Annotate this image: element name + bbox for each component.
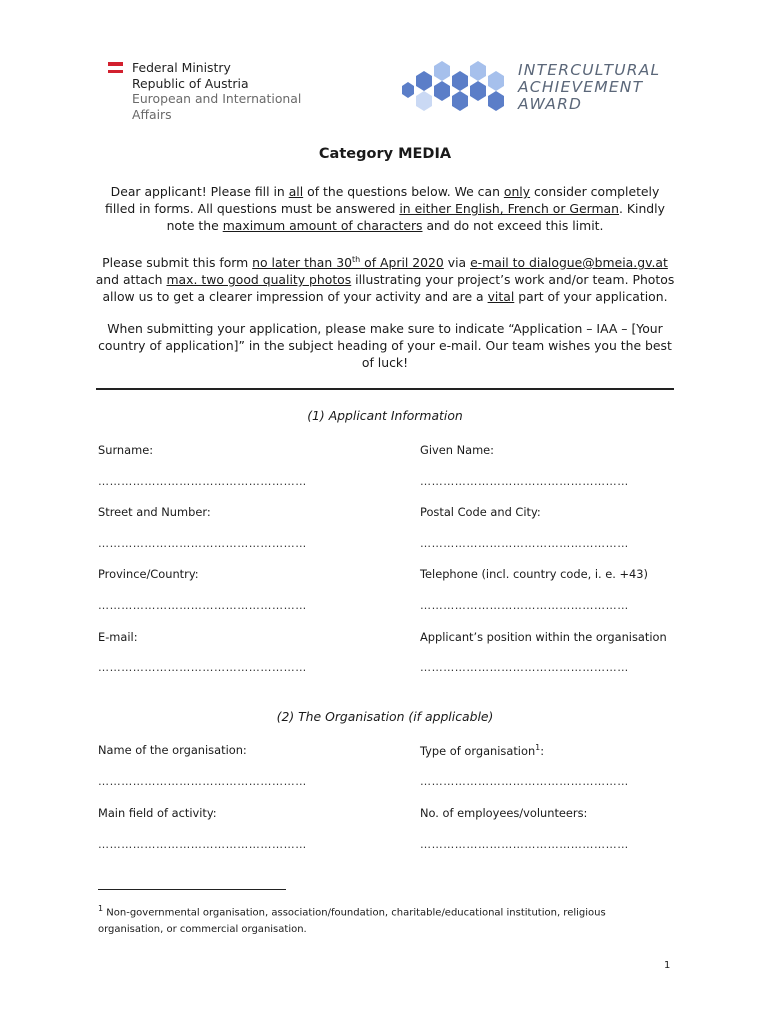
field-label-given-name: Given Name: [420, 443, 495, 457]
field-label-telephone: Telephone (incl. country code, i. e. +43) [420, 567, 648, 581]
activity-field[interactable]: ……………………………………………… [98, 838, 307, 851]
section-heading-organisation: (2) The Organisation (if applicable) [276, 709, 494, 724]
org-type-field[interactable]: ……………………………………………… [420, 775, 629, 788]
award-line-3: AWARD [518, 95, 583, 113]
field-label-surname: Surname: [98, 443, 154, 457]
footnote-divider [98, 889, 286, 890]
telephone-field[interactable]: ……………………………………………… [420, 599, 629, 612]
ministry-line-3: European and International [132, 91, 302, 106]
ministry-line-4: Affairs [132, 106, 172, 122]
position-field[interactable]: ……………………………………………… [420, 661, 629, 674]
footnote: $^1$ Non-governmental organisation, association/foundation, charitable/educational institution, religious organisation, or commercial organisation. [98, 904, 606, 936]
section-divider [96, 388, 674, 390]
field-label-activity: Main field of activity: [98, 806, 217, 820]
field-label-postal: Postal Code and City: [420, 505, 541, 519]
page-number: 1 [664, 960, 671, 971]
hexagon-cluster-icon [400, 58, 520, 118]
award-line-2: ACHIEVEMENT [518, 78, 644, 96]
email-link[interactable]: e-mail to dialogue@bmeia.gv.at [470, 255, 668, 271]
province-field[interactable]: ……………………………………………… [98, 599, 307, 612]
field-label-employees: No. of employees/volunteers: [420, 806, 588, 820]
field-label-position: Applicant’s position within the organisation [420, 630, 667, 644]
postal-field[interactable]: ……………………………………………… [420, 537, 629, 550]
field-label-province: Province/Country: [98, 567, 199, 581]
page-title: Category MEDIA [318, 146, 452, 162]
field-label-street: Street and Number: [98, 505, 211, 519]
street-field[interactable]: ……………………………………………… [98, 537, 307, 550]
field-label-org-name: Name of the organisation: [98, 743, 247, 757]
intro-paragraph-1: Dear applicant! Please fill in all of the questions below. We can only consider completely filled in forms. All questions must be answered in either English, French or German. Kindly note the maximum amount of characters and do not exceed this limit. [105, 184, 665, 233]
section-heading-applicant: (1) Applicant Information [307, 408, 463, 423]
ministry-line-2: Republic of Austria [132, 75, 249, 91]
intro-paragraph-3: When submitting your application, please make sure to indicate “Application – IAA – [Your country of application]” in the subject heading of your e-mail. Our team wishes you the best of luck! [98, 321, 672, 370]
ministry-line-1: Federal Ministry [132, 60, 231, 75]
email-field[interactable]: ……………………………………………… [98, 661, 307, 674]
award-line-1: INTERCULTURAL [518, 61, 661, 79]
austrian-flag-icon [108, 62, 123, 73]
employees-field[interactable]: ……………………………………………… [420, 838, 629, 851]
award-logo [400, 58, 670, 118]
field-label-org-type: Type of organisation$^1$: [420, 743, 545, 758]
intro-paragraph-2: Please submit this form no later than 30th of April 2020 via e-mail to dialogue@bmeia.gv.at and attach max. two good quality photos illustrating your project’s work and/or team. Photos allow us to get a clearer impression of your activity and are a vital part of your application. [95, 255, 675, 305]
surname-field[interactable]: ……………………………………………… [98, 475, 307, 488]
given-name-field[interactable]: ……………………………………………… [420, 475, 629, 488]
field-label-email: E-mail: [98, 630, 138, 644]
org-name-field[interactable]: ……………………………………………… [98, 775, 307, 788]
